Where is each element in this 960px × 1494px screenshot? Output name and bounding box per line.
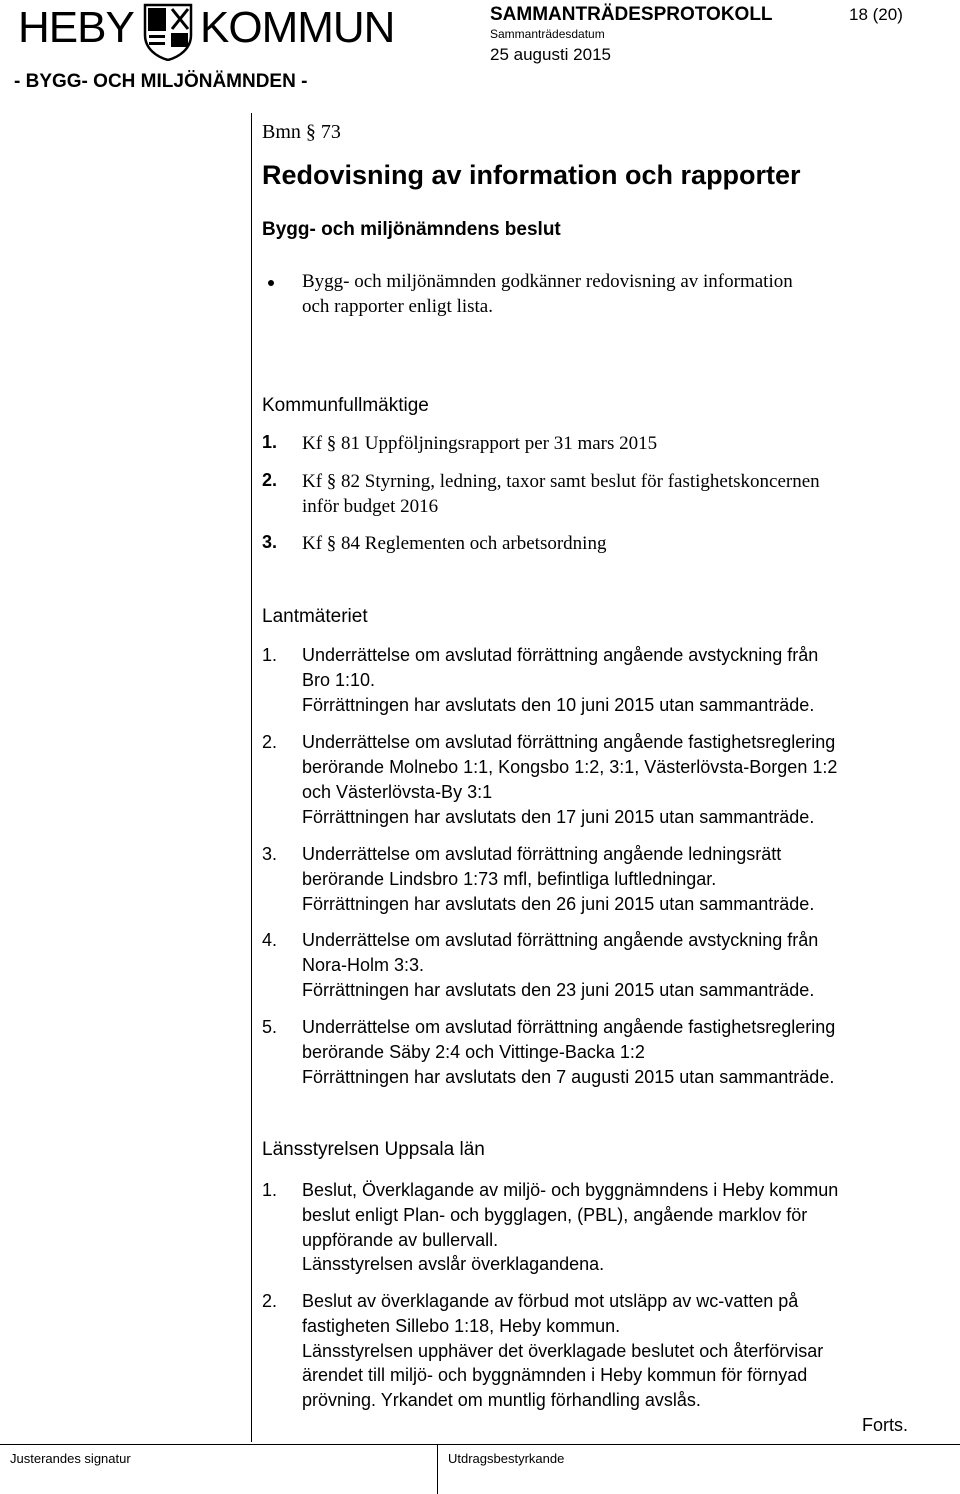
- meeting-date: 25 augusti 2015: [490, 45, 611, 64]
- list-item: Kf § 84 Reglementen och arbetsordning: [302, 533, 607, 554]
- list-item: Underrättelse om avslutad förrättning angående avstyckning från: [302, 645, 819, 665]
- list-item: berörande Säby 2:4 och Vittinge-Backa 1:2: [302, 1042, 645, 1062]
- list-number: 1.: [262, 645, 278, 665]
- list-item: Nora-Holm 3:3.: [302, 955, 425, 975]
- list-item: Kf § 82 Styrning, ledning, taxor samt beslut för fastighetskoncernen: [302, 471, 820, 492]
- list-item: Länsstyrelsen upphäver det överklagade beslutet och återförvisar: [302, 1341, 824, 1361]
- decision-heading: Bygg- och miljönämndens beslut: [262, 219, 561, 240]
- list-item: Förrättningen har avslutats den 17 juni 2015 utan sammanträde.: [302, 807, 815, 827]
- list-item: Underrättelse om avslutad förrättning angående avstyckning från: [302, 930, 819, 950]
- page-number: 18 (20): [849, 5, 903, 24]
- list-item: uppförande av bullervall.: [302, 1230, 499, 1250]
- page-title: Redovisning av information och rapporter: [262, 160, 801, 190]
- footer-rule: [0, 1444, 960, 1445]
- decision-line-2: och rapporter enligt lista.: [302, 296, 493, 317]
- section-heading-lansstyrelsen: Länsstyrelsen Uppsala län: [262, 1139, 485, 1160]
- decision-line-1: Bygg- och miljönämnden godkänner redovisning av information: [302, 271, 793, 292]
- logo-kommun: KOMMUN: [200, 3, 395, 52]
- list-item: Beslut, Överklagande av miljö- och byggnämndens i Heby kommun: [302, 1180, 839, 1200]
- list-item: Beslut av överklagande av förbud mot utsläpp av wc-vatten på: [302, 1291, 799, 1311]
- list-item: inför budget 2016: [302, 496, 439, 517]
- list-item: fastigheten Sillebo 1:18, Heby kommun.: [302, 1316, 621, 1336]
- signature-label: Justerandes signatur: [10, 1451, 131, 1466]
- list-item: Förrättningen har avslutats den 10 juni 2015 utan sammanträde.: [302, 695, 815, 715]
- list-item: ärendet till miljö- och byggnämnden i Heby kommun för förnyad: [302, 1365, 808, 1385]
- list-item: Underrättelse om avslutad förrättning angående fastighetsreglering: [302, 732, 836, 752]
- list-item: berörande Molnebo 1:1, Kongsbo 1:2, 3:1, Västerlövsta-Borgen 1:2: [302, 757, 838, 777]
- section-heading-lantmateriet: Lantmäteriet: [262, 606, 368, 627]
- protocol-title: SAMMANTRÄDESPROTOKOLL: [490, 4, 773, 25]
- list-item: och Västerlövsta-By 3:1: [302, 782, 493, 802]
- list-number: 4.: [262, 930, 278, 950]
- list-item: prövning. Yrkandet om muntlig förhandling avslås.: [302, 1390, 701, 1410]
- list-item: berörande Lindsbro 1:73 mfl, befintliga luftledningar.: [302, 869, 717, 889]
- list-item: Kf § 81 Uppföljningsrapport per 31 mars 2015: [302, 433, 658, 454]
- list-item: Förrättningen har avslutats den 23 juni 2015 utan sammanträde.: [302, 980, 815, 1000]
- continued-note: Forts.: [862, 1415, 909, 1435]
- list-item: Underrättelse om avslutad förrättning angående ledningsrätt: [302, 844, 782, 864]
- list-number: 2.: [262, 732, 278, 752]
- logo-heby: HEBY: [18, 3, 134, 52]
- margin-rule: [251, 113, 252, 1442]
- list-item: Förrättningen har avslutats den 26 juni 2015 utan sammanträde.: [302, 894, 815, 914]
- section-heading-kommunfullmaktige: Kommunfullmäktige: [262, 395, 429, 416]
- list-item: Förrättningen har avslutats den 7 augusti 2015 utan sammanträde.: [302, 1067, 835, 1087]
- certification-label: Utdragsbestyrkande: [448, 1451, 565, 1466]
- list-item: Bro 1:10.: [302, 670, 376, 690]
- list-number: 5.: [262, 1017, 278, 1037]
- list-item: Länsstyrelsen avslår överklagandena.: [302, 1254, 605, 1274]
- paragraph-reference: Bmn § 73: [262, 121, 341, 143]
- list-item: beslut enligt Plan- och bygglagen, (PBL), angående marklov för: [302, 1205, 808, 1225]
- coat-of-arms-icon: [143, 3, 193, 61]
- footer-divider: [437, 1444, 438, 1494]
- list-number: 2.: [262, 470, 278, 490]
- bullet-icon: [268, 280, 274, 286]
- list-number: 3.: [262, 532, 278, 552]
- list-number: 1.: [262, 432, 278, 452]
- date-label: Sammanträdesdatum: [490, 27, 605, 41]
- list-number: 3.: [262, 844, 278, 864]
- list-number: 2.: [262, 1291, 278, 1311]
- list-number: 1.: [262, 1180, 278, 1200]
- list-item: Underrättelse om avslutad förrättning angående fastighetsreglering: [302, 1017, 836, 1037]
- department-name: - BYGG- OCH MILJÖNÄMNDEN -: [14, 71, 308, 92]
